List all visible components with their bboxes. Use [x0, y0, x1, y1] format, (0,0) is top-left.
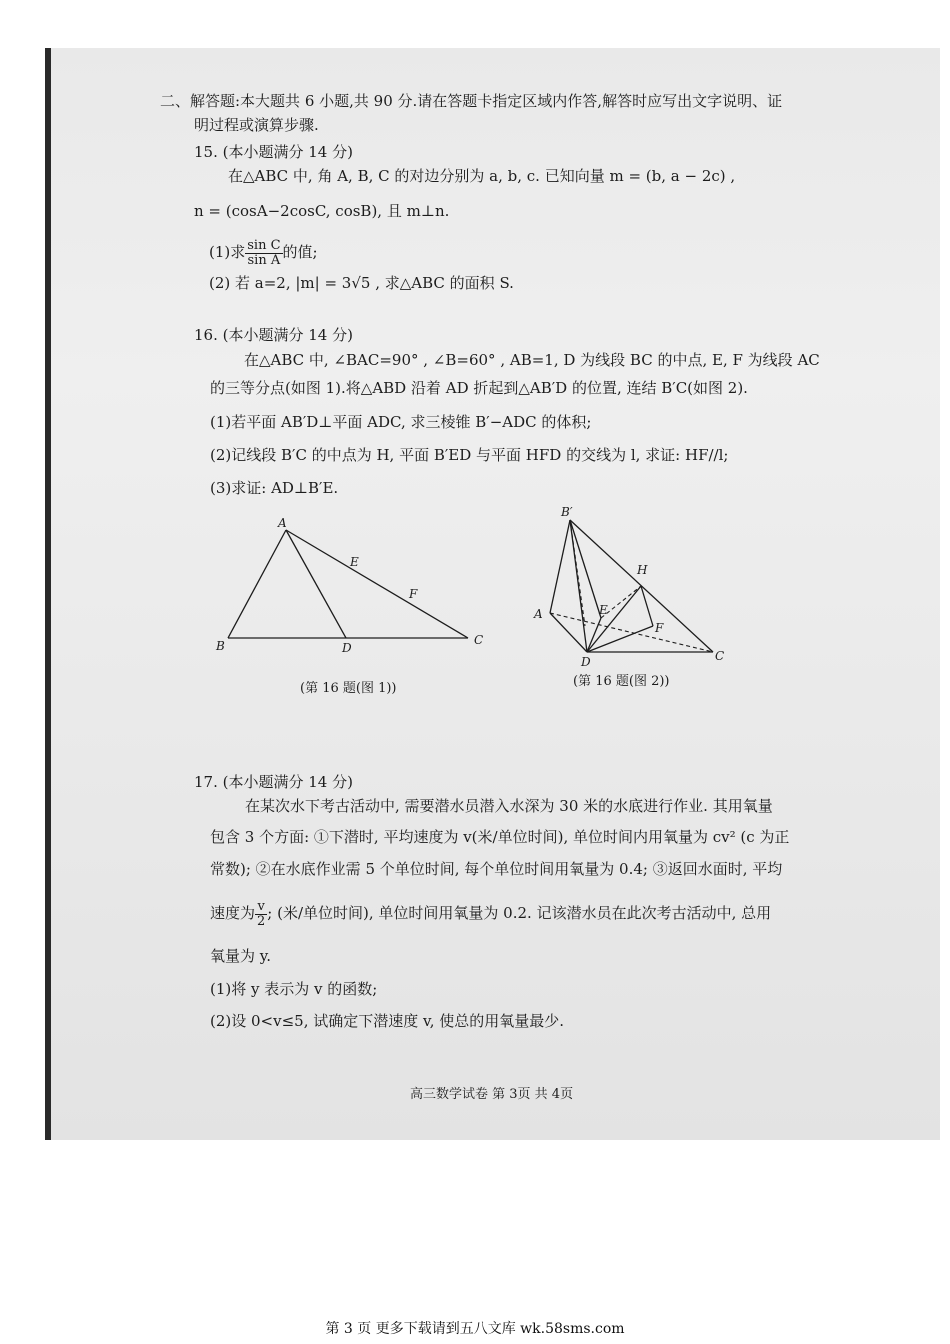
fig1-label-B: B [216, 639, 225, 653]
q15-line2: n = (cosA−2cosC, cosB), 且 m⊥n. [194, 202, 450, 220]
q17-line4 [210, 897, 771, 929]
q17-title: 17. (本小题满分 14 分) [194, 773, 353, 791]
q15-line1: 在△ABC 中, 角 A, B, C 的对边分别为 a, b, c. 已知向量 m = (b, a − 2c) , [228, 167, 736, 185]
fig1-label-D: D [342, 641, 352, 655]
q15-fraction [245, 239, 282, 268]
scan-left-edge [45, 48, 51, 1140]
q17-fraction-num: v [255, 900, 267, 915]
fig1-label-E: E [350, 555, 359, 569]
fig2-label-H: H [637, 563, 648, 577]
q15-part2: (2) 若 a=2, |m| = 3√5 , 求△ABC 的面积 S. [209, 274, 514, 292]
fig2-edge-AC-hidden [550, 613, 713, 652]
document-footer: 第 3 页 更多下载请到五八文库 wk.58sms.com [325, 1321, 625, 1337]
exam-page-footer: 高三数学试卷 第 3页 共 4页 [410, 1087, 574, 1102]
q17-part1: (1)将 y 表示为 v 的函数; [210, 980, 378, 998]
q16-figure2 [525, 500, 745, 670]
fig1-label-C: C [474, 633, 484, 647]
fig2-label-E: E [599, 603, 608, 617]
fig2-edge-HF [641, 586, 653, 626]
fig2-label-C: C [715, 649, 725, 663]
fig2-edge-BA [550, 520, 570, 613]
q16-line2: 的三等分点(如图 1).将△ABD 沿着 AD 折起到△AB′D 的位置, 连结 B′C(如图 2). [210, 379, 748, 397]
q17-line1: 在某次水下考古活动中, 需要潜水员潜入水深为 30 米的水底进行作业. 其用氧量 [245, 797, 773, 815]
q17-line4-post: ; (米/单位时间), 单位时间用氧量为 0.2. 记该潜水员在此次考古活动中, 总用 [267, 904, 772, 922]
q17-line4-pre: 速度为 [210, 904, 256, 922]
q15-title: 15. (本小题满分 14 分) [194, 143, 353, 161]
fig1-caption: (第 16 题(图 1)) [300, 681, 397, 696]
fig2-label-F: F [655, 621, 664, 635]
q16-part2: (2)记线段 B′C 的中点为 H, 平面 B′ED 与平面 HFD 的交线为 l, 求证: HF//l; [210, 446, 729, 464]
q17-line3: 常数); ②在水底作业需 5 个单位时间, 每个单位时间用氧量为 0.4; ③返回水面时, 平均 [210, 860, 783, 878]
fig2-edge-BD [570, 520, 587, 652]
q17-line2: 包含 3 个方面: ①下潜时, 平均速度为 v(米/单位时间), 单位时间内用氧量为 cv² (c 为正 [210, 828, 790, 846]
q16-part1: (1)若平面 AB′D⊥平面 ADC, 求三棱锥 B′−ADC 的体积; [210, 413, 592, 431]
q15-part1-pre: (1)求 [209, 243, 246, 261]
q15-fraction-den: sin A [247, 252, 281, 268]
fig2-edge-B-hidden [570, 520, 585, 626]
q17-part2: (2)设 0<v≤5, 试确定下潜速度 v, 使总的用氧量最少. [210, 1012, 565, 1030]
q16-part3: (3)求证: AD⊥B′E. [210, 479, 339, 497]
q17-fraction [255, 900, 267, 929]
q16-figure1 [210, 512, 500, 662]
fig2-caption: (第 16 题(图 2)) [573, 674, 670, 689]
fig1-label-F: F [409, 587, 418, 601]
q15-fraction-num: sin C [247, 237, 281, 253]
fig1-edge-AC [286, 530, 468, 638]
q15-part1-post: 的值; [282, 243, 318, 261]
fig2-label-B-prime: B′ [561, 505, 573, 519]
q16-title: 16. (本小题满分 14 分) [194, 326, 353, 344]
q16-line1: 在△ABC 中, ∠BAC=90° , ∠B=60° , AB=1, D 为线段 BC 的中点, E, F 为线段 AC [244, 351, 820, 369]
fig2-label-A: A [534, 607, 543, 621]
fig2-label-D: D [581, 655, 591, 669]
q17-line5: 氧量为 y. [210, 947, 272, 965]
fig1-label-A: A [278, 516, 287, 530]
section-heading-line2: 明过程或演算步骤. [194, 116, 319, 134]
section-heading-line1: 二、解答题:本大题共 6 小题,共 90 分.请在答题卡指定区域内作答,解答时应写出文字说明、证 [160, 92, 783, 110]
q17-fraction-den: 2 [257, 913, 266, 929]
q15-part1 [209, 236, 318, 268]
fig2-edge-AD [550, 613, 587, 652]
fig1-edge-AB [228, 530, 286, 638]
fig2-edge-DH [587, 586, 641, 652]
fig1-edge-AD [286, 530, 346, 638]
